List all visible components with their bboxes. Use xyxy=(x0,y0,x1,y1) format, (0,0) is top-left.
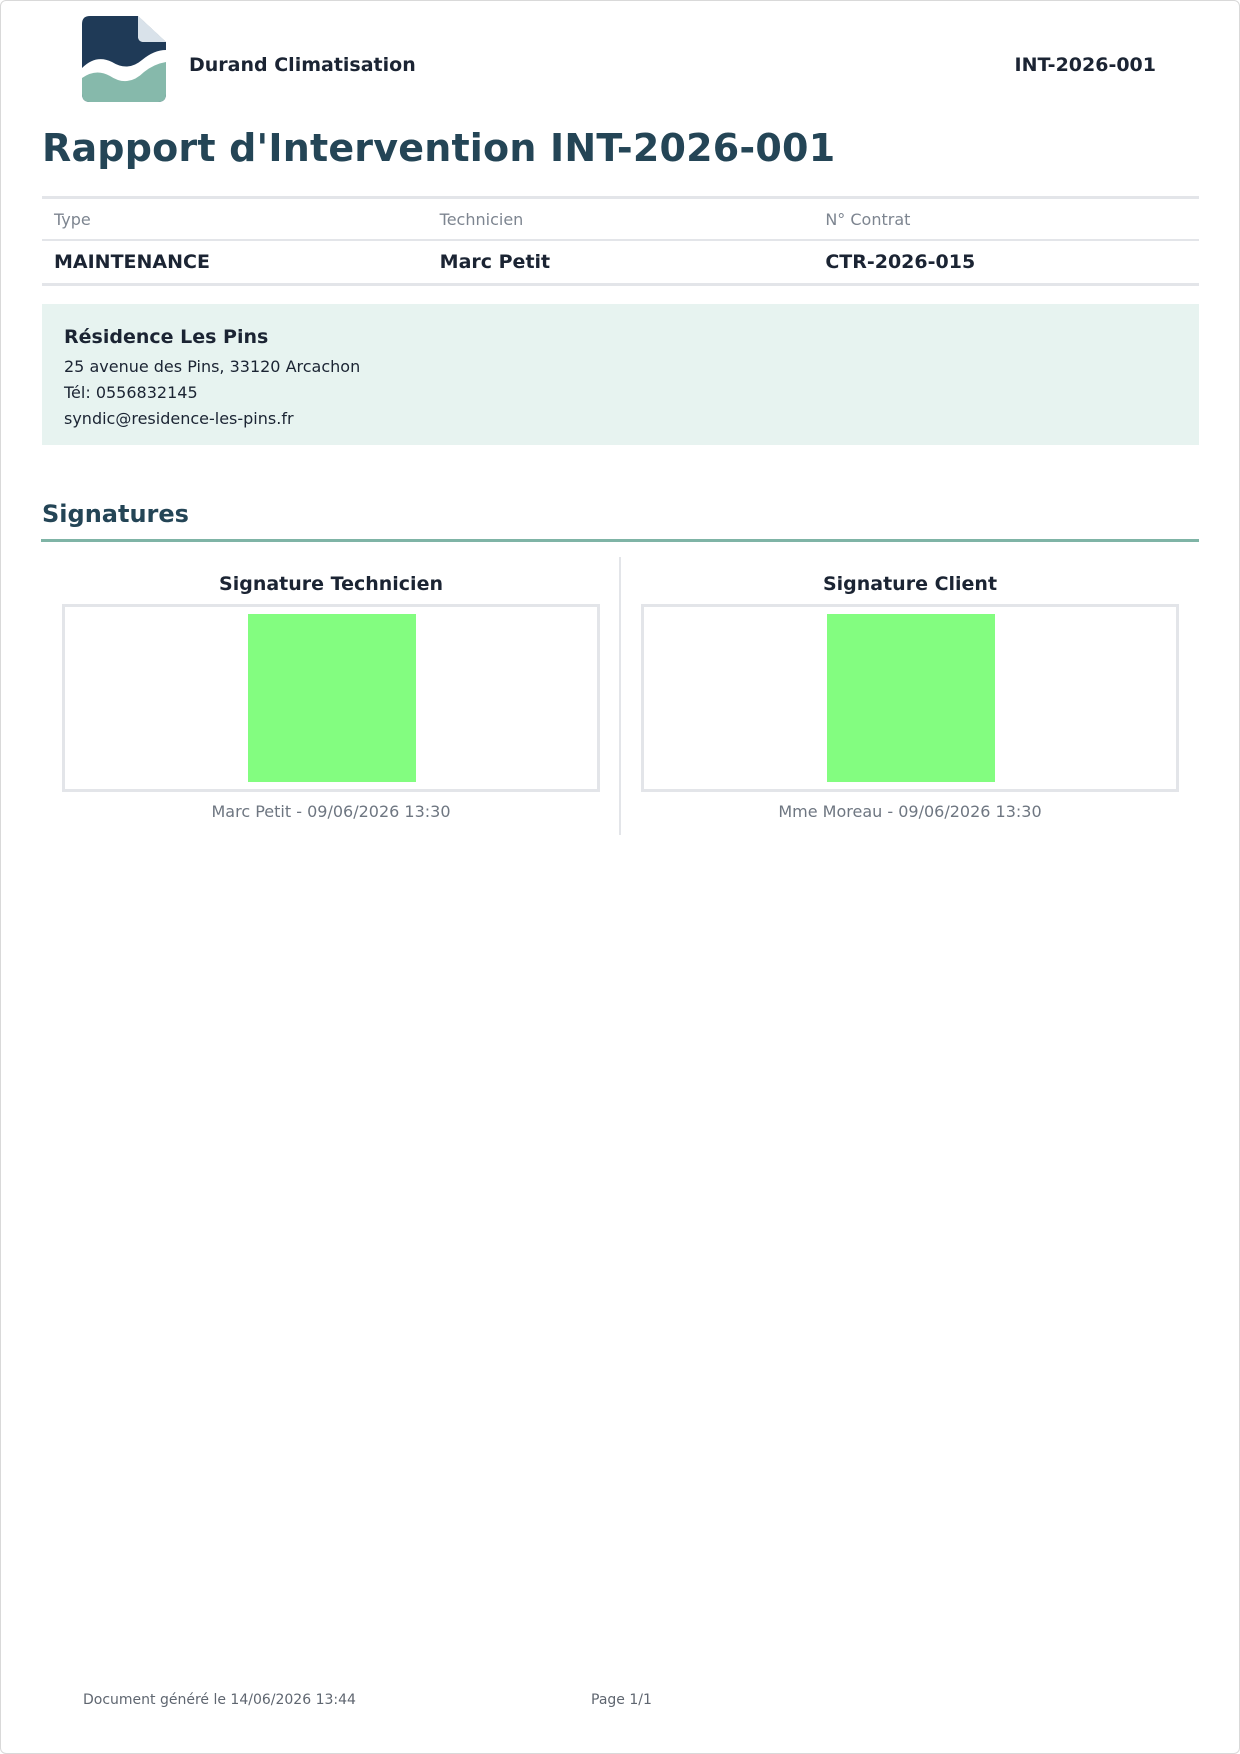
technician-signature-block xyxy=(62,570,600,821)
client-info-box xyxy=(42,304,1199,445)
info-header-technician: Technicien xyxy=(428,198,814,241)
client-signature-image xyxy=(827,614,995,782)
section-divider xyxy=(41,539,1199,542)
client-name: Résidence Les Pins xyxy=(64,326,269,348)
client-address: 25 avenue des Pins, 33120 Arcachon xyxy=(64,357,361,376)
document-reference: INT-2026-001 xyxy=(1014,54,1156,76)
technician-signature-heading: Signature Technicien xyxy=(219,573,443,595)
info-value-technician: Marc Petit xyxy=(428,240,814,285)
client-signature-heading: Signature Client xyxy=(822,573,998,595)
client-signature-box xyxy=(641,604,1179,792)
info-value-type: MAINTENANCE xyxy=(42,240,428,285)
client-phone: Tél: 0556832145 xyxy=(64,383,198,402)
page-title: Rapport d'Intervention INT-2026-001 xyxy=(42,126,836,170)
signature-column-divider xyxy=(619,557,621,835)
footer-generated-date: Document généré le 14/06/2026 13:44 xyxy=(83,1692,356,1708)
info-header-contract: N° Contrat xyxy=(813,198,1199,241)
document-wave-logo-icon xyxy=(82,16,166,102)
info-header-row xyxy=(42,198,1199,241)
signatures-section-title: Signatures xyxy=(42,500,189,528)
technician-signature-box xyxy=(62,604,600,792)
info-header-type: Type xyxy=(42,198,428,241)
footer-page-number: Page 1/1 xyxy=(591,1692,652,1708)
client-email: syndic@residence-les-pins.fr xyxy=(64,409,294,428)
technician-signature-image xyxy=(248,614,416,782)
intervention-info-table xyxy=(42,196,1199,286)
client-signature-caption: Mme Moreau - 09/06/2026 13:30 xyxy=(778,802,1042,821)
document-header xyxy=(82,16,1156,102)
client-signature-block xyxy=(641,570,1179,821)
technician-signature-caption: Marc Petit - 09/06/2026 13:30 xyxy=(211,802,451,821)
info-value-contract: CTR-2026-015 xyxy=(813,240,1199,285)
company-name: Durand Climatisation xyxy=(189,54,416,76)
info-value-row xyxy=(42,240,1199,285)
